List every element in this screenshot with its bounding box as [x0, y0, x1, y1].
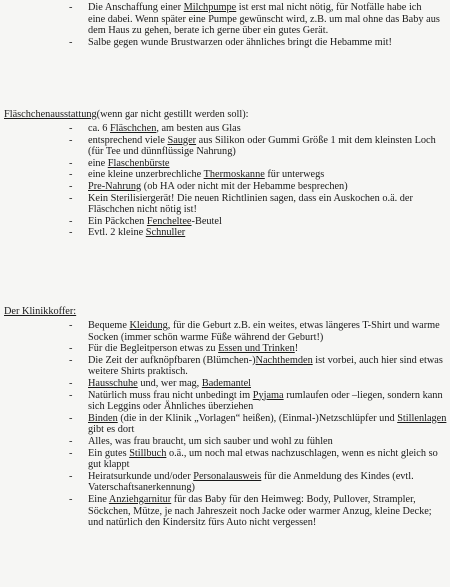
item-text: Natürlich muss frau nicht unbedingt im	[88, 389, 253, 401]
hospital-bag-list	[69, 320, 447, 529]
item-text: entsprechend viele	[88, 134, 168, 146]
list-item	[69, 448, 447, 471]
list-item	[69, 123, 445, 135]
underlined-term: Hausschuhe	[88, 377, 138, 389]
item-text: gibt es dort	[88, 424, 135, 436]
bottle-equipment-heading	[4, 109, 249, 121]
underlined-term: Essen und Trinken	[218, 343, 295, 355]
item-text: , für die Geburt z.B. ein weites, etwas längeres T-Shirt und warme Socken (immer schön warme Füße während der Geburt!)	[88, 320, 440, 343]
item-text: o.ä., um noch mal etwas nachzuschlagen, wenn es nicht gleich so gut klappt	[88, 447, 438, 471]
item-text: Eine	[88, 493, 109, 505]
underlined-term: Stillenlagen	[397, 412, 447, 424]
underlined-term: Milchpumpe	[183, 2, 237, 13]
bottle-equipment-heading-suffix: (wenn gar nicht gestillt werden soll):	[96, 109, 249, 120]
list-item	[69, 378, 447, 390]
item-text: Ein gutes	[88, 447, 130, 459]
item-text: Kein Sterilisiergerät! Die neuen Richtlinien sagen, dass ein Auskochen o.ä. der Fläschchen nicht nötig ist!	[88, 192, 413, 216]
list-item	[69, 216, 445, 228]
underlined-term: Personalausweis	[193, 470, 262, 482]
list-item	[69, 343, 447, 355]
item-text: ca. 6	[88, 123, 111, 134]
list-item	[69, 2, 441, 37]
underlined-term: Kleidung	[129, 320, 168, 331]
underlined-term: Fencheltee	[146, 215, 192, 227]
item-text: für das Baby für den Heimweg: Body, Pullover, Strampler, Söckchen, Mütze, je nach Jahreszeit noch Jacke oder warmer Anzug, kleine Decke; und natürlich den Kindersitz fürs Auto nicht vergessen!	[88, 493, 432, 529]
underlined-term: Pre-Nahrung	[88, 180, 142, 192]
item-text: eine kleine unzerbrechliche	[88, 169, 204, 181]
list-item	[69, 135, 445, 158]
item-text: Die Zeit der aufknöpfbaren (Blümchen-)	[88, 354, 256, 366]
list-item	[69, 37, 441, 49]
underlined-term: Fläschchen	[110, 123, 157, 134]
list-item	[69, 181, 445, 193]
item-text: aus Silikon oder Gummi Größe 1 mit dem kleinsten Loch (für Tee und dünnflüssige Nahrung)	[88, 134, 436, 158]
item-text: !	[294, 343, 299, 355]
breastfeeding-notes-list	[69, 2, 441, 48]
list-item	[69, 436, 447, 448]
item-text: Alles, was frau braucht, um sich sauber und wohl zu fühlen	[88, 435, 333, 447]
list-item	[69, 390, 447, 413]
underlined-term: Pyjama	[252, 389, 284, 401]
underlined-term: Sauger	[167, 134, 197, 146]
item-text: Salbe gegen wunde Brustwarzen oder ähnliches bringt die Hebamme mit!	[88, 36, 392, 48]
underlined-term: Schnuller	[145, 227, 186, 239]
underlined-term: Bademantel	[201, 377, 252, 389]
item-text: (die in der Klinik „Vorlagen“ heißen), (Einmal-)Netzschlüpfer und	[117, 412, 398, 424]
bottle-equipment-list	[69, 123, 445, 239]
underlined-term: Nachthemden	[255, 354, 313, 366]
item-text: ist vorbei, auch hier sind etwas weitere Shirts praktisch.	[88, 354, 443, 378]
item-text: Die Anschaffung einer	[88, 2, 184, 13]
list-item	[69, 413, 447, 436]
hospital-bag-heading: Der Klinikkoffer:	[4, 306, 77, 317]
list-item	[69, 227, 445, 239]
item-text: Heiratsurkunde und/oder	[88, 470, 194, 482]
underlined-term: Thermoskanne	[203, 169, 265, 181]
list-item	[69, 158, 445, 170]
item-text: rumlaufen oder –liegen, sondern kann sich Leggins oder Ähnliches überziehen	[88, 389, 443, 413]
list-item	[69, 494, 447, 529]
list-item	[69, 193, 445, 216]
list-item	[69, 169, 445, 181]
item-text: Ein Päckchen	[88, 215, 147, 227]
underlined-term: Stillbuch	[129, 447, 167, 459]
item-text: und, wer mag,	[137, 377, 202, 389]
item-text: (ob HA oder nicht mit der Hebamme besprechen)	[141, 180, 348, 192]
item-text: eine	[88, 157, 108, 169]
bottle-equipment-heading-title: Fläschchenausstattung	[4, 109, 97, 120]
item-text: für unterwegs	[264, 169, 325, 181]
item-text: für die Anmeldung des Kindes (evtl. Vaterschaftsanerkennung)	[88, 470, 414, 494]
item-text: ist erst mal nicht nötig, für Notfälle habe ich eine dabei. Wenn später eine Pumpe gewünscht wird, z.B. um mal ohne das Baby aus dem Haus zu gehen, berate ich gerne über ein gutes Gerät.	[88, 2, 440, 37]
item-text: -Beutel	[191, 215, 222, 227]
item-text: Evtl. 2 kleine	[88, 227, 146, 239]
list-item	[69, 355, 447, 378]
underlined-term: Flaschenbürste	[107, 157, 170, 169]
item-text: , am besten aus Glas	[156, 123, 241, 134]
underlined-term: Binden	[88, 412, 118, 424]
item-text: Bequeme	[88, 320, 130, 331]
list-item	[69, 471, 447, 494]
underlined-term: Anziehgarnitur	[108, 493, 172, 505]
list-item	[69, 320, 447, 343]
item-text: Für die Begleitperson etwas zu	[88, 343, 219, 355]
